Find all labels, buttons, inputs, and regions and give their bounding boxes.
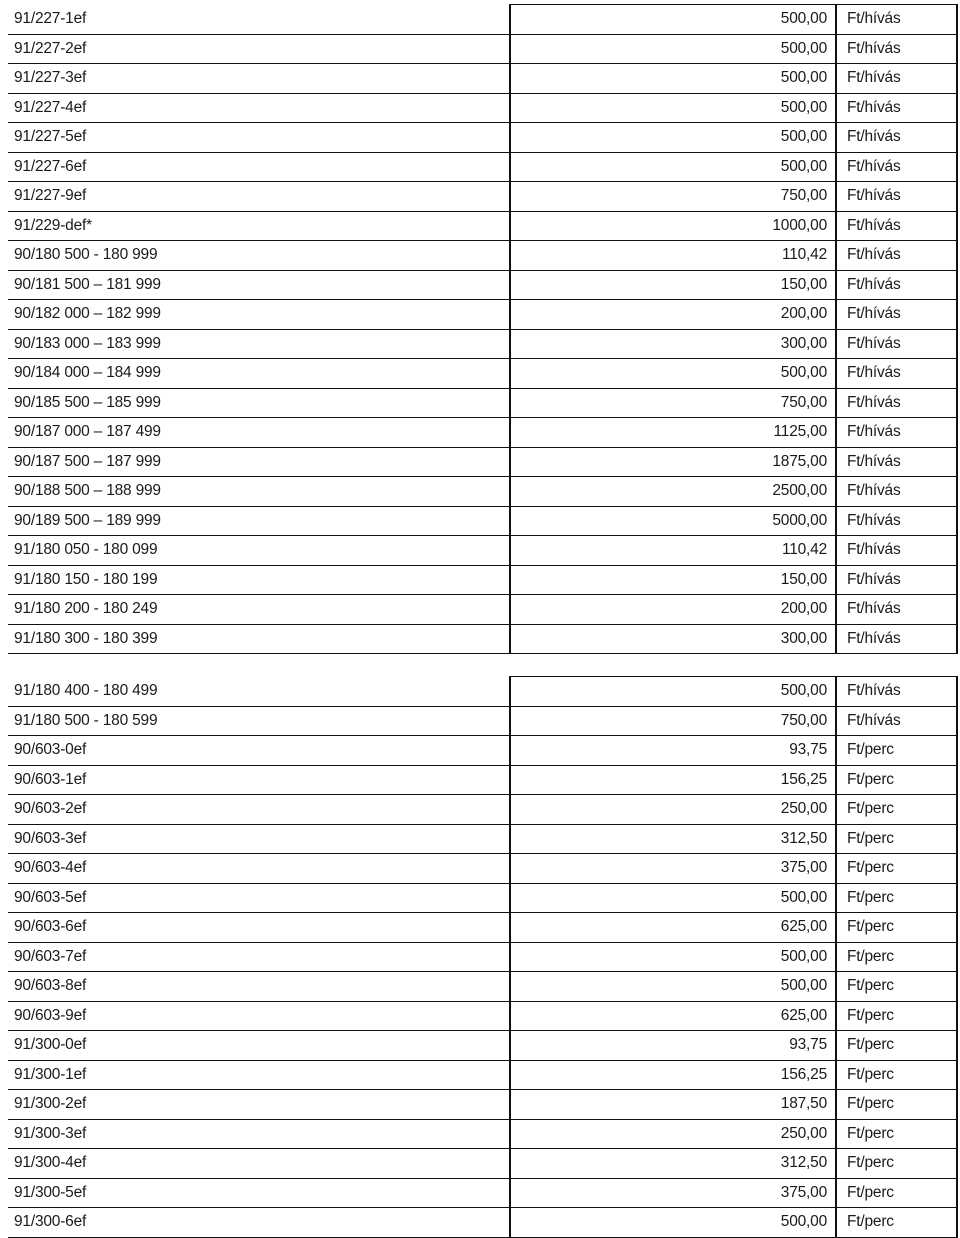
number-range-cell: 90/603-3ef	[8, 824, 510, 854]
unit-cell: Ft/perc	[836, 1090, 957, 1120]
price-cell: 300,00	[510, 329, 836, 359]
unit-cell: Ft/hívás	[836, 677, 957, 707]
number-range-cell: 91/227-1ef	[8, 5, 510, 35]
table-row	[8, 447, 957, 477]
price-cell: 750,00	[510, 706, 836, 736]
unit-cell: Ft/hívás	[836, 152, 957, 182]
price-cell: 110,42	[510, 536, 836, 566]
number-range-cell: 91/300-4ef	[8, 1149, 510, 1179]
table-row	[8, 795, 957, 825]
table-row	[8, 1208, 957, 1238]
unit-cell: Ft/hívás	[836, 359, 957, 389]
unit-cell: Ft/perc	[836, 854, 957, 884]
rate-table-top-body	[8, 5, 957, 654]
table-row	[8, 1031, 957, 1061]
unit-cell: Ft/perc	[836, 942, 957, 972]
number-range-cell: 91/180 300 - 180 399	[8, 624, 510, 654]
number-range-cell: 90/189 500 – 189 999	[8, 506, 510, 536]
number-range-cell: 91/227-2ef	[8, 34, 510, 64]
table-row	[8, 706, 957, 736]
price-cell: 625,00	[510, 913, 836, 943]
table-row	[8, 1001, 957, 1031]
price-cell: 187,50	[510, 1090, 836, 1120]
price-cell: 500,00	[510, 64, 836, 94]
number-range-cell: 91/300-1ef	[8, 1060, 510, 1090]
table-row	[8, 736, 957, 766]
price-cell: 2500,00	[510, 477, 836, 507]
number-range-cell: 90/603-7ef	[8, 942, 510, 972]
table-row	[8, 1090, 957, 1120]
number-range-cell: 91/180 500 - 180 599	[8, 706, 510, 736]
price-cell: 500,00	[510, 677, 836, 707]
unit-cell: Ft/perc	[836, 1001, 957, 1031]
table-row	[8, 854, 957, 884]
table-row	[8, 64, 957, 94]
table-row	[8, 300, 957, 330]
price-cell: 1875,00	[510, 447, 836, 477]
table-row	[8, 270, 957, 300]
table-row	[8, 123, 957, 153]
table-row	[8, 913, 957, 943]
unit-cell: Ft/hívás	[836, 241, 957, 271]
number-range-cell: 91/180 400 - 180 499	[8, 677, 510, 707]
number-range-cell: 91/227-4ef	[8, 93, 510, 123]
unit-cell: Ft/hívás	[836, 34, 957, 64]
table-row	[8, 388, 957, 418]
table-row	[8, 883, 957, 913]
price-cell: 156,25	[510, 1060, 836, 1090]
number-range-cell: 91/227-6ef	[8, 152, 510, 182]
price-cell: 500,00	[510, 34, 836, 64]
price-cell: 300,00	[510, 624, 836, 654]
number-range-cell: 90/184 000 – 184 999	[8, 359, 510, 389]
unit-cell: Ft/perc	[836, 913, 957, 943]
rate-table-bottom-body	[8, 677, 957, 1238]
unit-cell: Ft/perc	[836, 1149, 957, 1179]
price-cell: 156,25	[510, 765, 836, 795]
unit-cell: Ft/hívás	[836, 329, 957, 359]
number-range-cell: 91/227-9ef	[8, 182, 510, 212]
price-cell: 500,00	[510, 359, 836, 389]
table-row	[8, 152, 957, 182]
unit-cell: Ft/hívás	[836, 565, 957, 595]
table-row	[8, 565, 957, 595]
price-cell: 375,00	[510, 854, 836, 884]
number-range-cell: 90/182 000 – 182 999	[8, 300, 510, 330]
price-cell: 312,50	[510, 824, 836, 854]
number-range-cell: 91/180 200 - 180 249	[8, 595, 510, 625]
price-cell: 200,00	[510, 300, 836, 330]
table-row	[8, 418, 957, 448]
unit-cell: Ft/hívás	[836, 270, 957, 300]
number-range-cell: 91/300-5ef	[8, 1178, 510, 1208]
number-range-cell: 90/180 500 - 180 999	[8, 241, 510, 271]
price-cell: 500,00	[510, 5, 836, 35]
table-row	[8, 329, 957, 359]
unit-cell: Ft/hívás	[836, 93, 957, 123]
price-cell: 625,00	[510, 1001, 836, 1031]
table-row	[8, 624, 957, 654]
price-cell: 5000,00	[510, 506, 836, 536]
number-range-cell: 90/603-2ef	[8, 795, 510, 825]
table-row	[8, 595, 957, 625]
unit-cell: Ft/hívás	[836, 447, 957, 477]
number-range-cell: 91/180 150 - 180 199	[8, 565, 510, 595]
price-cell: 500,00	[510, 972, 836, 1002]
number-range-cell: 90/183 000 – 183 999	[8, 329, 510, 359]
price-cell: 500,00	[510, 883, 836, 913]
number-range-cell: 90/185 500 – 185 999	[8, 388, 510, 418]
number-range-cell: 91/300-0ef	[8, 1031, 510, 1061]
number-range-cell: 90/603-5ef	[8, 883, 510, 913]
unit-cell: Ft/hívás	[836, 5, 957, 35]
number-range-cell: 90/181 500 – 181 999	[8, 270, 510, 300]
unit-cell: Ft/perc	[836, 824, 957, 854]
unit-cell: Ft/perc	[836, 736, 957, 766]
unit-cell: Ft/perc	[836, 765, 957, 795]
number-range-cell: 90/187 500 – 187 999	[8, 447, 510, 477]
table-row	[8, 93, 957, 123]
unit-cell: Ft/hívás	[836, 624, 957, 654]
table-row	[8, 972, 957, 1002]
price-cell: 500,00	[510, 93, 836, 123]
unit-cell: Ft/hívás	[836, 388, 957, 418]
number-range-cell: 90/603-1ef	[8, 765, 510, 795]
table-row	[8, 536, 957, 566]
table-row	[8, 824, 957, 854]
table-row	[8, 942, 957, 972]
number-range-cell: 91/300-2ef	[8, 1090, 510, 1120]
price-cell: 150,00	[510, 270, 836, 300]
unit-cell: Ft/hívás	[836, 506, 957, 536]
unit-cell: Ft/perc	[836, 1060, 957, 1090]
table-row	[8, 1119, 957, 1149]
unit-cell: Ft/hívás	[836, 300, 957, 330]
unit-cell: Ft/perc	[836, 883, 957, 913]
number-range-cell: 91/300-3ef	[8, 1119, 510, 1149]
unit-cell: Ft/hívás	[836, 536, 957, 566]
price-cell: 375,00	[510, 1178, 836, 1208]
unit-cell: Ft/perc	[836, 795, 957, 825]
price-cell: 110,42	[510, 241, 836, 271]
table-row	[8, 34, 957, 64]
table-row	[8, 241, 957, 271]
price-cell: 250,00	[510, 795, 836, 825]
table-row	[8, 1060, 957, 1090]
unit-cell: Ft/hívás	[836, 418, 957, 448]
table-row	[8, 182, 957, 212]
unit-cell: Ft/perc	[836, 1208, 957, 1238]
price-cell: 312,50	[510, 1149, 836, 1179]
number-range-cell: 91/229-def*	[8, 211, 510, 241]
table-row	[8, 5, 957, 35]
rate-table-bottom	[8, 676, 958, 1238]
unit-cell: Ft/hívás	[836, 123, 957, 153]
number-range-cell: 91/227-5ef	[8, 123, 510, 153]
table-row	[8, 506, 957, 536]
price-cell: 500,00	[510, 123, 836, 153]
number-range-cell: 90/603-9ef	[8, 1001, 510, 1031]
number-range-cell: 90/188 500 – 188 999	[8, 477, 510, 507]
price-cell: 500,00	[510, 942, 836, 972]
table-row	[8, 211, 957, 241]
table-row	[8, 677, 957, 707]
price-cell: 500,00	[510, 1208, 836, 1238]
price-cell: 500,00	[510, 152, 836, 182]
price-cell: 93,75	[510, 1031, 836, 1061]
number-range-cell: 90/187 000 – 187 499	[8, 418, 510, 448]
number-range-cell: 91/180 050 - 180 099	[8, 536, 510, 566]
unit-cell: Ft/hívás	[836, 64, 957, 94]
price-cell: 150,00	[510, 565, 836, 595]
price-cell: 1000,00	[510, 211, 836, 241]
number-range-cell: 90/603-0ef	[8, 736, 510, 766]
table-row	[8, 359, 957, 389]
table-row	[8, 477, 957, 507]
unit-cell: Ft/perc	[836, 972, 957, 1002]
price-cell: 200,00	[510, 595, 836, 625]
unit-cell: Ft/hívás	[836, 182, 957, 212]
price-cell: 1125,00	[510, 418, 836, 448]
unit-cell: Ft/hívás	[836, 211, 957, 241]
table-row	[8, 765, 957, 795]
rate-table-top	[8, 4, 958, 654]
table-row	[8, 1149, 957, 1179]
price-cell: 750,00	[510, 388, 836, 418]
price-cell: 93,75	[510, 736, 836, 766]
number-range-cell: 91/300-6ef	[8, 1208, 510, 1238]
number-range-cell: 90/603-8ef	[8, 972, 510, 1002]
unit-cell: Ft/hívás	[836, 477, 957, 507]
unit-cell: Ft/perc	[836, 1178, 957, 1208]
price-cell: 750,00	[510, 182, 836, 212]
unit-cell: Ft/hívás	[836, 706, 957, 736]
price-cell: 250,00	[510, 1119, 836, 1149]
number-range-cell: 90/603-6ef	[8, 913, 510, 943]
unit-cell: Ft/hívás	[836, 595, 957, 625]
number-range-cell: 91/227-3ef	[8, 64, 510, 94]
unit-cell: Ft/perc	[836, 1031, 957, 1061]
number-range-cell: 90/603-4ef	[8, 854, 510, 884]
table-row	[8, 1178, 957, 1208]
unit-cell: Ft/perc	[836, 1119, 957, 1149]
